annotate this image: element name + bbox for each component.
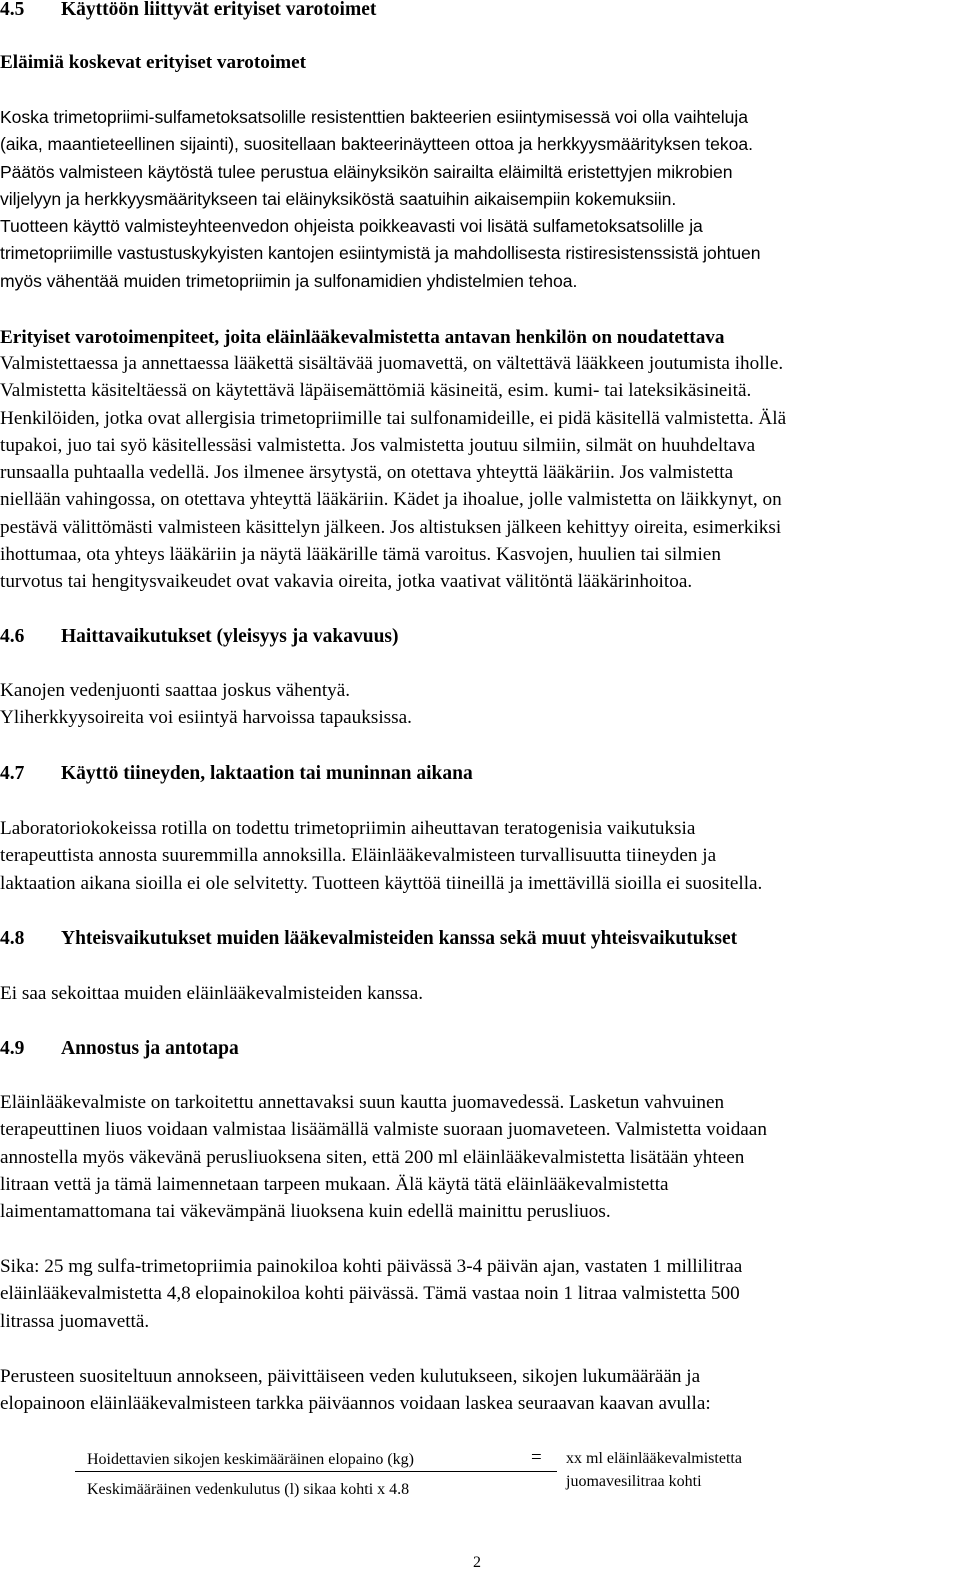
text-line: ihottumaa, ota yhteys lääkäriin ja näytä lääkärille tämä varoitus. Kasvojen, huulien tai silmien <box>0 544 721 566</box>
text-line: Henkilöiden, jotka ovat allergisia trimetopriimille tai sulfonamideille, ei pidä käsitellä valmistetta. Älä <box>0 407 787 429</box>
text-line: turvotus tai hengitysvaikeudet ovat vakavia oireita, jotka vaativat välitöntä lääkärinhoitoa. <box>0 571 693 593</box>
text-line: terapeuttinen liuos voidaan valmistaa lisäämällä valmiste suoraan juomaveteen. Valmistetta voidaan <box>0 1119 767 1141</box>
section-title: Haittavaikutukset (yleisyys ja vakavuus) <box>61 626 399 647</box>
text-line: Eläinlääkevalmiste on tarkoitettu annettavaksi suun kautta juomavedessä. Lasketun vahvuinen <box>0 1092 725 1113</box>
text-line: tupakoi, juo tai syö käsitellessäsi valmistetta. Jos valmistetta joutuu silmiin, silmät on huuhdeltava <box>0 434 756 456</box>
section-heading-4-6 <box>0 623 399 650</box>
formula-result-line: juomavesilitraa kohti <box>566 1473 702 1490</box>
text-line: pestävä välittömästi valmisteen käsittelyn jälkeen. Jos altistuksen jälkeen kehittyy oireita, esimerkiksi <box>0 516 782 538</box>
section-number: 4.6 <box>0 626 25 647</box>
section-title: Käyttöön liittyvät erityiset varotoimet <box>61 0 377 20</box>
section-number: 4.7 <box>0 763 25 784</box>
text-line: viljelyyn ja herkkyysmääritykseen tai eläinyksiköstä saatuihin aikaisempiin kokemuksiin. <box>0 188 677 209</box>
subheading-animal-precautions: Eläimiä koskevat erityiset varotoimet <box>0 52 307 73</box>
section-heading-4-5 <box>0 0 376 23</box>
section-number: 4.9 <box>0 1038 25 1059</box>
paragraph-pig-dose <box>0 1253 960 1335</box>
paragraph-formula-intro <box>0 1363 960 1418</box>
text-line: laimentamattomana tai väkevämpänä liuoksena kuin edellä mainittu perusliuos. <box>0 1201 611 1223</box>
text-line: (aika, maantieteellinen sijainti), suositellaan bakteerinäytteen ottoa ja herkkyysmäärityksen tekoa. <box>0 134 753 155</box>
text-line: elopainoon eläinlääkevalmisteen tarkka päiväannos voidaan laskea seuraavan kaavan avulla: <box>0 1393 711 1415</box>
formula-numerator: Hoidettavien sikojen keskimääräinen elopaino (kg) <box>87 1451 415 1468</box>
text-line: Valmistettaessa ja annettaessa lääkettä sisältävää juomavettä, on vältettävä lääkkeen joutumista iholle. <box>0 353 784 374</box>
page-number: 2 <box>473 1554 481 1571</box>
paragraph-interactions <box>0 980 960 1007</box>
text-line: Tuotteen käyttö valmisteyhteenvedon ohjeista poikkeavasti voi lisätä sulfametoksatsolille ja <box>0 216 703 237</box>
text-line: Laboratoriokokeissa rotilla on todettu trimetopriimin aiheuttavan teratogenisia vaikutuksia <box>0 818 696 839</box>
section-heading-4-8 <box>0 925 737 952</box>
text-line: trimetopriimille vastustuskykyisten kantojen esiintymistä ja mahdollisesta ristiresistenssistä johtuen <box>0 243 761 264</box>
text-line: Kanojen vedenjuonti saattaa joskus vähentyä. <box>0 680 351 701</box>
section-title: Annostus ja antotapa <box>61 1038 239 1059</box>
text-line: terapeuttista annosta suuremmilla annoksilla. Eläinlääkevalmisteen turvallisuutta tiineyden ja <box>0 845 717 867</box>
text-line: annostella myös väkevänä perusliuoksena siten, että 200 ml eläinlääkevalmistetta lisätään yhteen <box>0 1146 745 1168</box>
text-line: Valmistetta käsiteltäessä on käytettävä läpäisemättömiä käsineitä, esim. kumi- tai lateksikäsineitä. <box>0 380 752 402</box>
paragraph-resistance <box>0 104 960 295</box>
paragraph-dosage <box>0 1089 960 1225</box>
fraction-line <box>75 1471 557 1472</box>
section-number: 4.8 <box>0 928 25 949</box>
text-line: myös vähentää muiden trimetopriimin ja sulfonamidien yhdistelmien tehoa. <box>0 270 578 291</box>
text-line: Päätös valmisteen käytöstä tulee perustua eläinyksikön sairailta eläimiltä eristettyjen mikrobien <box>0 161 733 182</box>
text-line: laktaation aikana sioilla ei ole selvitetty. Tuotteen käyttöä tiineillä ja imettävillä sioilla ei suositella. <box>0 872 763 894</box>
text-line: Koska trimetopriimi-sulfametoksatsolille resistenttien bakteerien esiintymisessä voi olla vaihteluja <box>0 107 748 127</box>
text-line: Perusteen suositeltuun annokseen, päivittäiseen veden kulutukseen, sikojen lukumäärään ja <box>0 1366 701 1387</box>
formula-denominator: Keskimääräinen vedenkulutus (l) sikaa kohti x 4.8 <box>87 1481 410 1498</box>
text-line: niellään vahingossa, on otettava yhteyttä lääkäriin. Kädet ja ihoalue, jolle valmistetta on läikkynyt, on <box>0 489 782 511</box>
section-heading-4-9 <box>0 1035 239 1062</box>
paragraph-user-precautions <box>0 350 960 596</box>
formula-result-line: xx ml eläinlääkevalmistetta <box>566 1450 742 1467</box>
text-line: eläinlääkevalmistetta 4,8 elopainokiloa kohti päivässä. Tämä vastaa noin 1 litraa valmistetta 500 <box>0 1283 740 1305</box>
paragraph-pregnancy <box>0 815 960 897</box>
section-title: Yhteisvaikutukset muiden lääkevalmisteiden kanssa sekä muut yhteisvaikutukset <box>61 928 738 949</box>
text-line: litrassa juomavettä. <box>0 1310 150 1332</box>
text-line: Ei saa sekoittaa muiden eläinlääkevalmisteiden kanssa. <box>0 983 424 1004</box>
dosage-formula <box>0 1438 960 1508</box>
section-title: Käyttö tiineyden, laktaation tai muninnan aikana <box>61 763 473 784</box>
text-line: Sika: 25 mg sulfa-trimetopriimia painokiloa kohti päivässä 3-4 päivän ajan, vastaten 1 millilitraa <box>0 1256 743 1277</box>
paragraph-adverse-effects <box>0 677 960 732</box>
subheading-user-precautions: Erityiset varotoimenpiteet, joita eläinlääkevalmistetta antavan henkilön on noudatettava <box>0 327 725 348</box>
formula-result <box>566 1447 742 1493</box>
section-number: 4.5 <box>0 0 25 20</box>
text-line: litraan vettä ja tämä laimennetaan tarpeen mukaan. Älä käytä tätä eläinlääkevalmistetta <box>0 1173 669 1195</box>
section-heading-4-7 <box>0 760 473 787</box>
formula-equals: = <box>531 1447 542 1468</box>
text-line: runsaalla puhtaalla vedellä. Jos ilmenee ärsytystä, on otettava yhteyttä lääkäriin. Jos valmistetta <box>0 462 734 484</box>
text-line: Yliherkkyysoireita voi esiintyä harvoissa tapauksissa. <box>0 707 412 729</box>
